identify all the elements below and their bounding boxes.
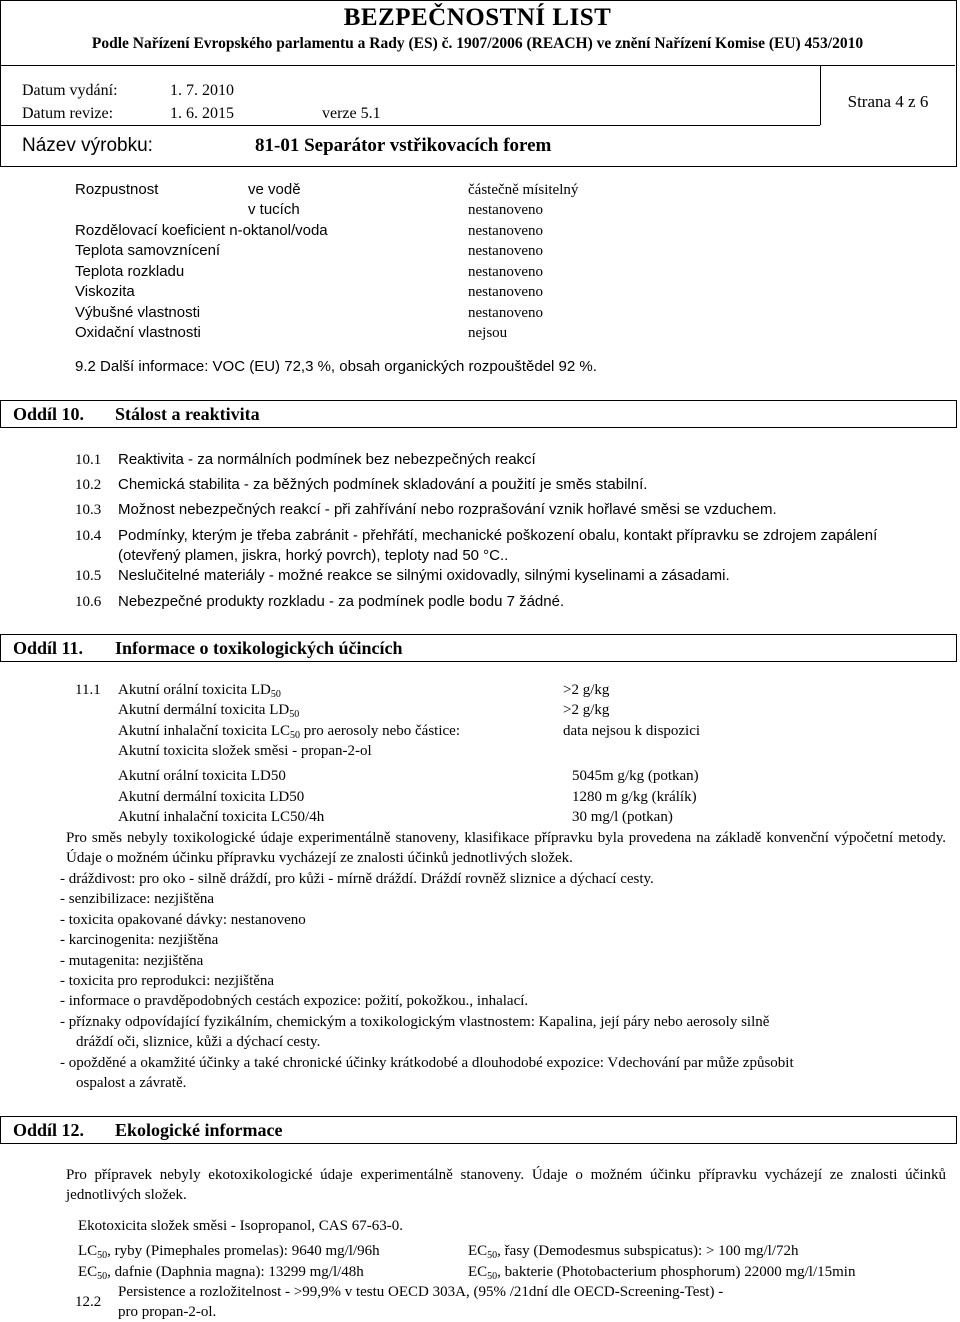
item-text: Neslučitelné materiály - možné reakce se silnými oxidovadly, silnými kyselinami a zásadami.: [118, 567, 730, 584]
header-divider: [0, 65, 955, 66]
tox-bullet: - toxicita opakované dávky: nestanoveno: [60, 912, 306, 928]
tox-value: >2 g/kg: [563, 702, 610, 718]
property-value: nestanoveno: [468, 284, 543, 300]
document-subtitle: Podle Nařízení Evropského parlamentu a Rady (ES) č. 1907/2006 (REACH) ve znění Nařízení Komise (EU) 453/2010: [91, 35, 864, 52]
item-text: Možnost nebezpečných reakcí - při zahřívání nebo rozprašování vznik hořlavé směsi se vzduchem.: [118, 501, 777, 518]
product-name: 81-01 Separátor vstřikovacích forem: [255, 135, 552, 156]
version: verze 5.1: [322, 105, 381, 122]
section-11-header: [0, 634, 957, 662]
item-text: Nebezpečné produkty rozkladu - za podmínek podle bodu 7 žádné.: [118, 593, 565, 610]
item-number: 10.4: [75, 528, 102, 544]
tox-bullet: - karcinogenita: nezjištěna: [60, 932, 219, 948]
property-value: nestanoveno: [468, 202, 543, 218]
tox-bullet: - senzibilizace: nezjištěna: [60, 891, 215, 907]
section-10-header: [0, 400, 957, 428]
tox-bullet: - informace o pravděpodobných cestách expozice: požití, pokožkou., inhalací.: [60, 993, 529, 1009]
section-12-header: [0, 1116, 957, 1144]
property-sub: v tucích: [248, 201, 300, 218]
tox-label: Akutní inhalační toxicita $LC_{50}$ pro aerosoly nebo částice:: [118, 723, 460, 741]
header-divider: [0, 125, 820, 126]
component-title: Akutní toxicita složek směsi - propan-2-ol: [118, 743, 372, 759]
property-value: nejsou: [468, 325, 508, 341]
eco-value: $EC_{50}$, dafnie (Daphnia magna): 13299 mg/l/48h: [78, 1264, 364, 1282]
tox-bullet: - dráždivost: pro oko - silně dráždí, pro kůži - mírně dráždí. Dráždí rovněž sliznice a dýchací cesty.: [60, 871, 654, 887]
property-value: nestanoveno: [468, 264, 543, 280]
property-value: částečně mísitelný: [468, 182, 579, 198]
tox-label: Akutní orální toxicita $LD_{50}$: [118, 682, 281, 700]
eco-paragraph: Pro přípravek nebyly ekotoxikologické údaje experimentálně stanoveny. Údaje o možném účinku přípravku vycházejí ze znalosti účinků jednotlivých složek.: [66, 1167, 946, 1203]
tox-bullet: - toxicita pro reprodukci: nezjištěna: [60, 973, 275, 989]
product-label: Název výrobku:: [22, 135, 153, 156]
item-number: 12.2: [75, 1294, 102, 1310]
tox-value: >2 g/kg: [563, 682, 610, 698]
eco-value: $EC_{50}$, bakterie (Photobacterium phosphorum) 22000 mg/l/15min: [468, 1264, 856, 1282]
issue-date-label: Datum vydání:: [22, 82, 118, 99]
item-number: 11.1: [75, 682, 101, 698]
section-title: Informace o toxikologických účincích: [115, 638, 403, 658]
eco-value: $EC_{50}$, řasy (Demodesmus subspicatus): > 100 mg/l/72h: [468, 1243, 799, 1261]
property-label: Teplota rozkladu: [75, 263, 185, 280]
tox-value: 5045m g/kg (potkan): [572, 768, 699, 784]
eco-title: Ekotoxicita složek směsi - Isopropanol, CAS 67-63-0.: [78, 1218, 403, 1234]
property-label: Rozdělovací koeficient n-oktanol/voda: [75, 222, 328, 239]
tox-value: 30 mg/l (potkan): [572, 809, 673, 825]
tox-label: Akutní dermální toxicita LD50: [118, 789, 305, 805]
property-label: Rozpustnost: [75, 181, 159, 198]
section-number: Oddíl 11.: [13, 638, 84, 658]
section-number: Oddíl 10.: [13, 404, 85, 424]
section-title: Stálost a reaktivita: [115, 404, 260, 424]
tox-label: Akutní orální toxicita LD50: [118, 768, 286, 784]
tox-paragraph: Pro směs nebyly toxikologické údaje experimentálně stanoveny, klasifikace přípravku byla provedena na základě konvenční výpočetní metody. Údaje o možném účinku přípravku vycházejí ze znalosti účinků jednotlivých složek.: [66, 830, 946, 866]
item-number: 10.1: [75, 452, 102, 468]
section-title: Ekologické informace: [115, 1120, 283, 1140]
tox-label: Akutní dermální toxicita $LD_{50}$: [118, 702, 300, 720]
item-number: 10.6: [75, 594, 102, 610]
item-number: 10.5: [75, 568, 102, 584]
property-label: Oxidační vlastnosti: [75, 324, 201, 341]
tox-bullet: - opožděné a okamžité účinky a také chronické účinky krátkodobé a dlouhodobé expozice: Vdechování par může způsobit: [60, 1055, 794, 1071]
tox-bullet: - mutagenita: nezjištěna: [60, 953, 204, 969]
property-value: nestanoveno: [468, 223, 543, 239]
item-number: 10.2: [75, 477, 102, 493]
tox-bullet-continuation: ospalost a závratě.: [76, 1075, 187, 1091]
persistence-text: pro propan-2-ol.: [118, 1304, 217, 1320]
document-title: BEZPEČNOSTNÍ LIST: [343, 4, 612, 31]
persistence-text: Persistence a rozložitelnost - >99,9% v testu OECD 303A, (95% /21dní dle OECD-Screening-Test) -: [118, 1284, 724, 1300]
item-text: Chemická stabilita - za běžných podmínek skladování a použití je směs stabilní.: [118, 476, 648, 493]
property-value: nestanoveno: [468, 243, 543, 259]
further-info: 9.2 Další informace: VOC (EU) 72,3 %, obsah organických rozpouštědel 92 %.: [75, 358, 597, 375]
eco-value: $LC_{50}$, ryby (Pimephales promelas): 9640 mg/l/96h: [78, 1243, 380, 1261]
item-number: 10.3: [75, 502, 102, 518]
section-number: Oddíl 12.: [13, 1120, 85, 1140]
property-label: Teplota samovznícení: [75, 242, 221, 259]
item-text: Reaktivita - za normálních podmínek bez nebezpečných reakcí: [118, 451, 536, 468]
property-label: Viskozita: [75, 283, 135, 300]
tox-value: data nejsou k dispozici: [563, 723, 701, 739]
revision-date: 1. 6. 2015: [170, 105, 234, 122]
revision-date-label: Datum revize:: [22, 105, 114, 122]
property-label: Výbušné vlastnosti: [75, 304, 201, 321]
page-number: Strana 4 z 6: [847, 92, 929, 111]
item-text: Podmínky, kterým je třeba zabránit - přehřátí, mechanické poškození obalu, kontakt přípravku se zdrojem zapálení (otevřený plamen, jiskra, horký povrch), teploty nad 50 °C..: [118, 527, 878, 564]
issue-date: 1. 7. 2010: [170, 82, 234, 99]
property-value: nestanoveno: [468, 305, 543, 321]
tox-value: 1280 m g/kg (králík): [572, 789, 697, 805]
tox-bullet-continuation: dráždí oči, sliznice, kůži a dýchací cesty.: [76, 1034, 321, 1050]
tox-bullet: - příznaky odpovídající fyzikálním, chemickým a toxikologickým vlastnostem: Kapalina, její páry nebo aerosoly silně: [60, 1014, 770, 1030]
property-sub: ve vodě: [248, 181, 301, 198]
tox-label: Akutní inhalační toxicita LC50/4h: [118, 809, 325, 825]
